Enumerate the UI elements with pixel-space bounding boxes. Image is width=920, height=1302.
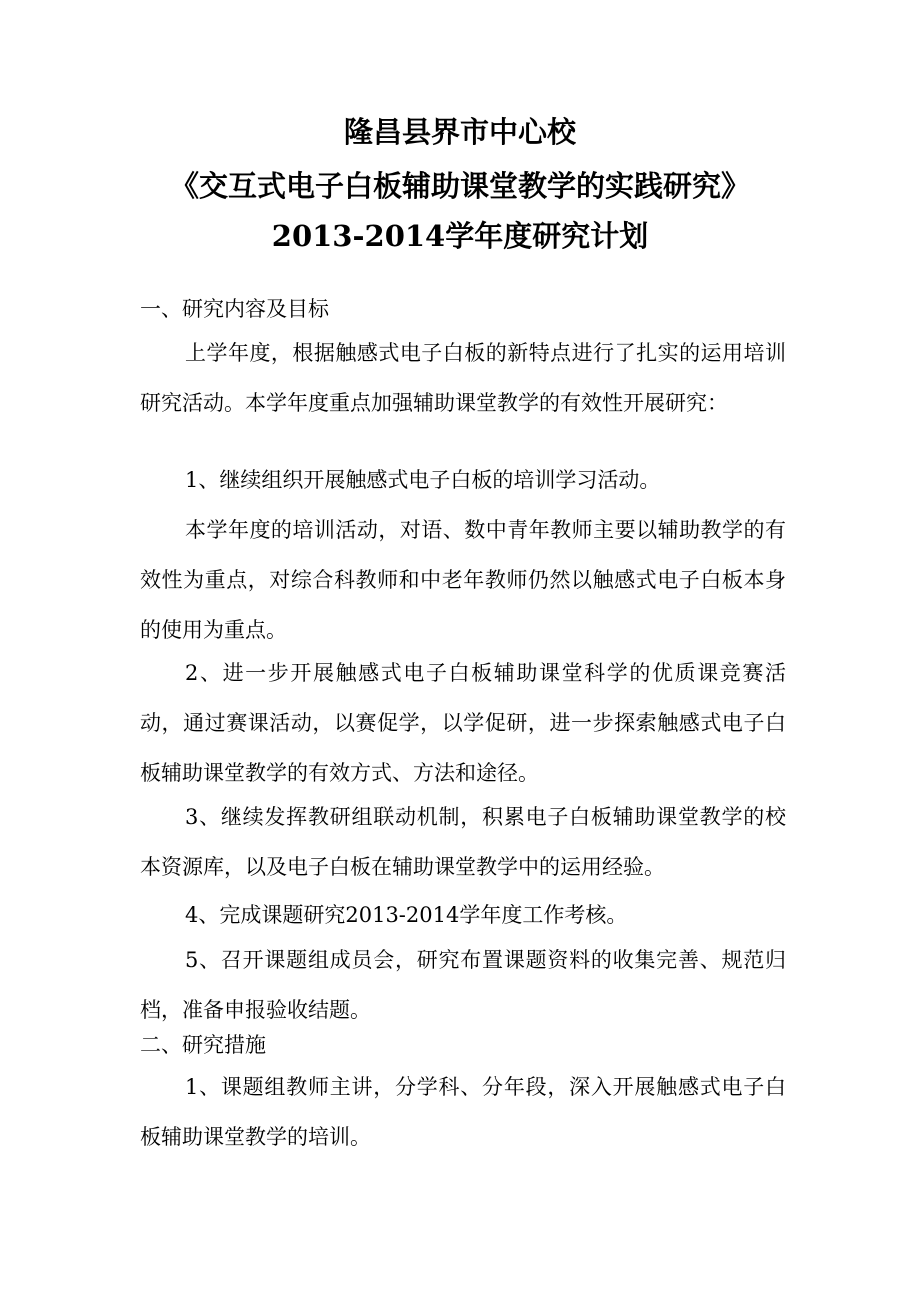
title-project: 《交互式电子白板辅助课堂教学的实践研究》: [169, 169, 750, 203]
item-3: 3、继续发挥教研组联动机制，积累电子白板辅助课堂教学的校本资源库，以及电子白板在辅助课堂教学中的运用经验。: [140, 805, 786, 879]
item-1-detail: 本学年度的培训活动，对语、数中青年教师主要以辅助教学的有效性为重点，对综合科教师和中老年教师仍然以触感式电子白板本身的使用为重点。: [140, 518, 786, 642]
title-school: 隆昌县界市中心校: [343, 115, 576, 149]
section2-heading: 二、研究措施: [140, 1033, 266, 1057]
item-2: 2、进一步开展触感式电子白板辅助课堂科学的优质课竞赛活动，通过赛课活动，以赛促学，以学促研，进一步探索触感式电子白板辅助课堂教学的有效方式、方法和途径。: [140, 661, 786, 785]
title-plan: 2013-2014学年度研究计划: [271, 219, 649, 253]
item-4: 4、完成课题研究2013-2014学年度工作考核。: [185, 903, 628, 927]
item-5: 5、召开课题组成员会，研究布置课题资料的收集完善、规范归档，准备申报验收结题。: [140, 948, 786, 1022]
measure-1: 1、课题组教师主讲，分学科、分年段，深入开展触感式电子白板辅助课堂教学的培训。: [140, 1075, 786, 1149]
section1-intro: 上学年度，根据触感式电子白板的新特点进行了扎实的运用培训研究活动。本学年度重点加强辅助课堂教学的有效性开展研究：: [140, 341, 786, 415]
item-1: 1、继续组织开展触感式电子白板的培训学习活动。: [185, 468, 661, 492]
section1-heading: 一、研究内容及目标: [140, 297, 329, 321]
